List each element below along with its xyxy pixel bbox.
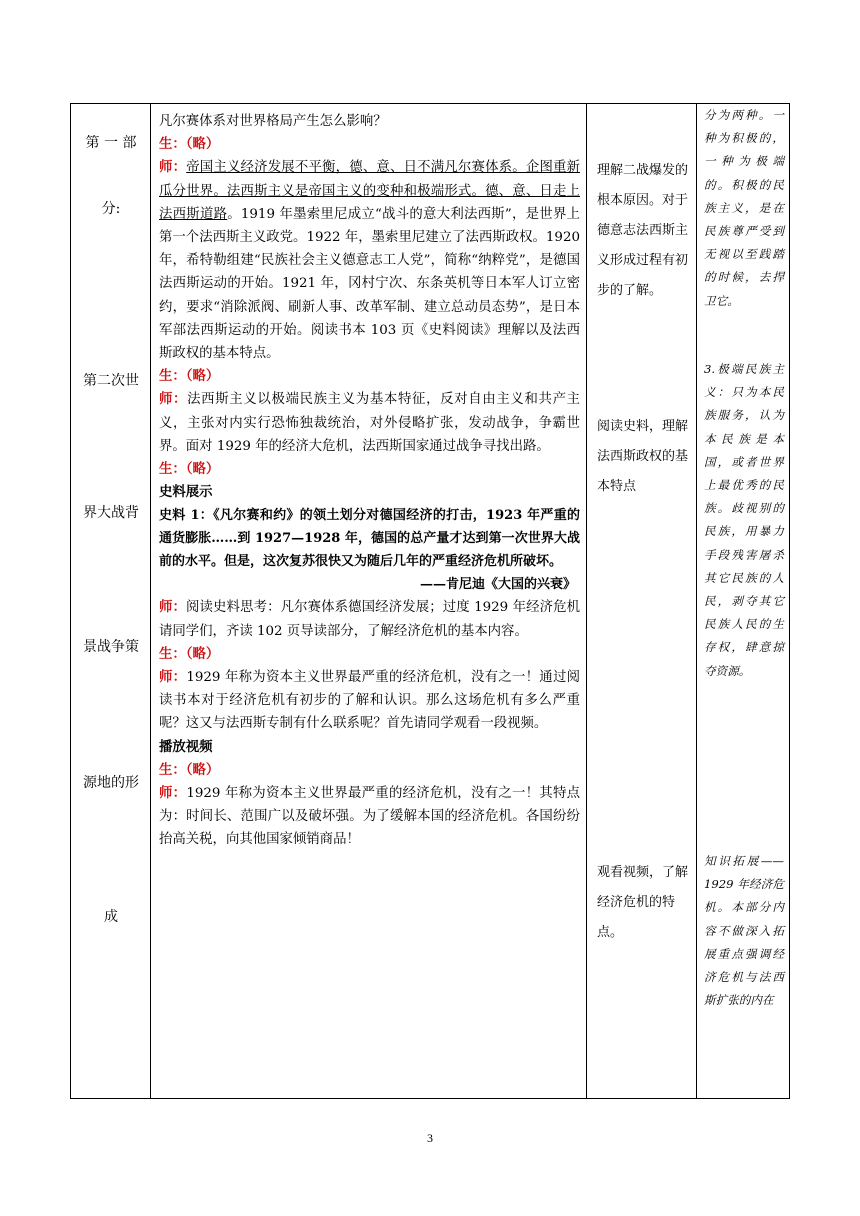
source-quote: [159, 504, 580, 596]
teacher-text: 1929 年称为资本主义世界最严重的经济危机，没有之一！其特点为：时间长、范围广以及破坏强。为了缓解本国的经济危机。各国纷纷抬高关税，向其他国家倾销商品！: [159, 786, 581, 848]
side-note: 分为两种。一种为积极的，一种为极端的。积极的民族主义，是在民族尊严受到无视以至践踏的时候，去捍卫它。: [704, 108, 784, 308]
teacher-paragraph: [159, 388, 580, 458]
section-title-line: 景战争策: [83, 639, 139, 655]
student-text: （略）: [185, 461, 220, 478]
teacher-label: 师：: [159, 159, 187, 176]
student-response: [159, 759, 580, 782]
student-label: 生：: [159, 761, 186, 778]
source-author: ——肯尼迪《大国的兴衰》: [419, 577, 576, 593]
design-intent-cell: [697, 104, 790, 1099]
student-response: [159, 133, 580, 156]
student-label: 生：: [159, 461, 186, 478]
page-number: 3: [427, 1131, 433, 1145]
teacher-text: 阅读史料思考：凡尔赛体系德国经济发展；过度 1929 年经济危机请同学们，齐读 102 页导读部分，了解经济危机的基本内容。: [159, 600, 581, 639]
question: 凡尔赛体系对世界格局产生怎么影响？: [159, 114, 387, 129]
teacher-text: 1929 年称为资本主义世界最严重的经济危机，没有之一！通过阅读书本对于经济危机有初步的了解和认识。那么这场危机有多么严重呢？这又与法西斯专制有什么联系呢？首先请同学观看一段视频。: [159, 670, 581, 732]
teacher-paragraph: [159, 596, 580, 642]
side-note: 知识拓展——1929 年经济危机。本部分内容不做深入拓展重点强调经济危机与法西斯扩张的内在: [704, 854, 784, 1008]
teacher-text: 。1919 年墨索里尼成立“战斗的意大利法西斯”，是世界上第一个法西斯主义政党。1922 年，墨索里尼建立了法西斯政权。1920 年，希特勒组建“民族社会主义德意志工人党”，简称“纳粹党”，是德国法西斯运动的开始。1921 年，冈村宁次、东条英机等日本军人订立密约，要求“消除派阀、刷新人事、改革军制、建立总动员态势”，是日本军部法西斯运动的开始。阅读书本 103 页《史料阅读》理解以及法西斯政权的基本特点。: [159, 206, 580, 362]
content-cell: [151, 104, 587, 1099]
section-title-line: 成: [104, 909, 118, 925]
section-title-line: 源地的形: [83, 775, 139, 791]
student-text: （略）: [185, 645, 220, 662]
student-activity-cell: [587, 104, 697, 1099]
student-label: 生：: [159, 645, 186, 662]
teacher-paragraph: [159, 156, 580, 365]
teacher-paragraph: [159, 782, 580, 852]
teacher-text: 法西斯主义以极端民族主义为基本特征，反对自由主义和共产主义，主张对内实行恐怖独裁统治，对外侵略扩张，发动战争，争霸世界。面对 1929 年的经济大危机，法西斯国家通过战争寻找出路。: [159, 392, 581, 454]
student-activity-note: 阅读史料，理解法西斯政权的基本特点: [597, 419, 689, 494]
section-title-cell: [71, 104, 151, 1099]
lesson-plan-table: [70, 103, 790, 1099]
student-label: 生：: [159, 136, 186, 153]
student-response: [159, 643, 580, 666]
student-text: （略）: [185, 761, 220, 778]
teacher-label: 师：: [159, 599, 187, 616]
section-title-line: 界大战背: [83, 505, 139, 521]
teacher-label: 师：: [159, 785, 187, 802]
section-title-line: 第 一 部: [85, 135, 137, 151]
student-text: （略）: [185, 368, 220, 385]
student-activity-note: 观看视频，了解经济危机的特点。: [597, 865, 689, 940]
section-title-line: 第二次世: [83, 373, 139, 389]
section-title-line: 分:: [101, 201, 121, 217]
table-row: [71, 104, 790, 1099]
sources-heading: 史料展示: [159, 484, 213, 501]
key-point-underlined: 帝国主义经济发展不平衡，德、意、日不满凡尔赛体系。企图重新瓜分世界。法西斯主义是帝国主义的变种和极端形式。德、意、日走上法西斯道路: [159, 160, 581, 222]
student-response: [159, 365, 580, 388]
teacher-label: 师：: [159, 669, 187, 686]
teacher-paragraph: [159, 666, 580, 736]
side-note: 3.极端民族主义：只为本民族服务，认为本民族是本国，或者世界上最优秀的民族。歧视别的民族，用暴力手段残害屠杀其它民族的人民，剥夺其它民族人民的生存权，肆意掠夺资源。: [704, 362, 784, 678]
student-response: [159, 458, 580, 481]
student-text: （略）: [185, 136, 220, 153]
teacher-label: 师：: [159, 391, 188, 408]
student-label: 生：: [159, 368, 186, 385]
video-heading: 播放视频: [159, 738, 213, 755]
source-quote-text: 史料 1：《凡尔赛和约》的领土划分对德国经济的打击，1923 年严重的通货膨胀……到 1927—1928 年，德国的总产量才达到第一次世界大战前的水平。但是，这次复苏很快又为随后几年的严重经济危机所破坏。: [159, 508, 580, 570]
student-activity-note: 理解二战爆发的根本原因。对于德意志法西斯主义形成过程有初步的了解。: [597, 163, 689, 298]
